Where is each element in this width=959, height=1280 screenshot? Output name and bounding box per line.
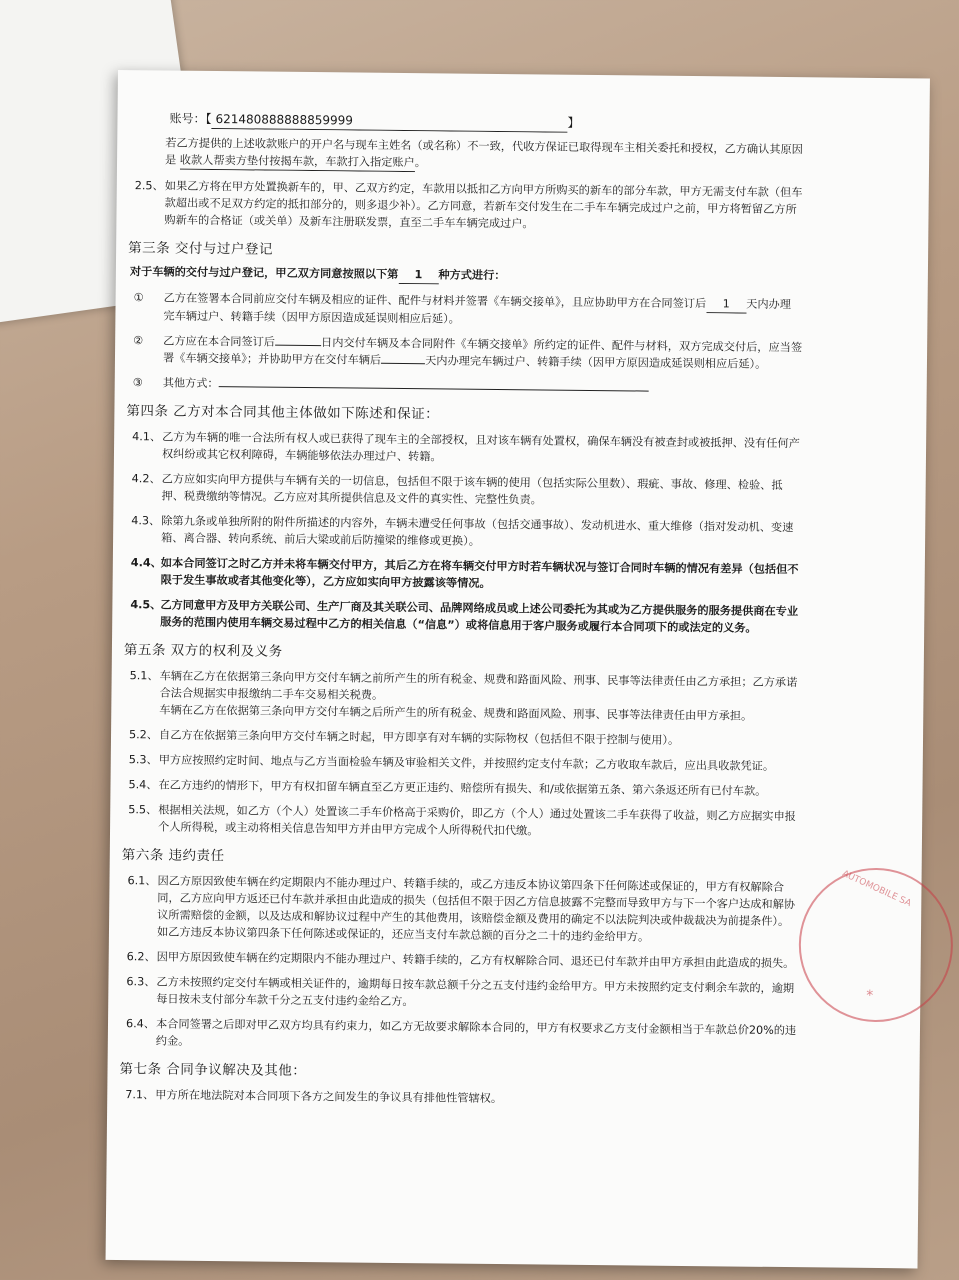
clause-number: 5.1、: [129, 669, 159, 683]
clause-line: 款超出或不足双方约定的抵扣部分的，则多退少补）。乙方同意，若新车交付发生在二手车车辆完成过户之前，甲方将暂留乙方所: [164, 196, 797, 217]
account-number: 621480888888859999: [211, 111, 567, 133]
company-seal: [798, 867, 954, 1023]
days-blank: 1: [706, 295, 746, 313]
clause-number: 5.2、: [128, 728, 159, 742]
clause-line: 购新车的合格证（或关单）及新车注册联发票，直至二手车车辆完成过户。: [164, 213, 534, 231]
account-line: [169, 111, 871, 136]
clause-line: 服务的范围内使用车辆交易过程中乙方的相关信息（“信息”）或将信息用于客户服务或履行本合同项下的或法定的义务。: [160, 615, 757, 635]
clause-5-5: [124, 801, 864, 843]
clause-line: 议所需赔偿的金额，以及达成和解协议过程中产生的其他费用，该赔偿金额及费用的确定不以法院判决或仲裁裁决为前提条件）。: [157, 908, 790, 929]
clause-2-5: [130, 177, 870, 236]
clause-line: 如果乙方将在甲方处置换新车的，甲、乙双方约定，车款用以抵扣乙方向甲方所购买的新车的部分车款，甲方无需支付车款（但车: [164, 179, 803, 200]
clause-number: 6.4、: [125, 1017, 156, 1031]
contract-body: [119, 110, 874, 1111]
clause-line: 除第九条或单独所附的附件所描述的内容外，车辆未遭受任何事故（包括交通事故）、发动机进水、重大维修（指对发动机、变速: [161, 514, 794, 535]
contract-page: [106, 70, 930, 1268]
clause-5-2: [125, 726, 865, 751]
method-2-line-2-end: 天内办理完车辆过户、转籍手续（因甲方原因造成延误则相应后延）。: [425, 354, 767, 371]
method-number-3: ③: [132, 376, 143, 390]
clause-line: 押、税费缴纳等情况。乙方应对其所提供信息及文件的真实性、完整性负责。: [161, 489, 542, 507]
intro-text-end: 种方式进行：: [438, 268, 506, 283]
clause-line: 乙方未按照约定交付车辆或相关证件的，逾期每日按车款总额千分之五支付违约金给甲方。甲方未按照约定支付剩余车款的，逾期: [156, 975, 795, 996]
account-close: 】: [567, 115, 580, 130]
clause-4-5: [126, 596, 866, 638]
clause-line: 因甲方原因致使车辆在约定期限内不能办理过户、转籍手续的，乙方有权解除合同、退还已付车款并由甲方承担由此造成的损失。: [156, 950, 795, 971]
method-number-1: ①: [133, 291, 144, 305]
clause-number: 6.2、: [126, 950, 156, 964]
clause-line: 乙方应如实向甲方提供与车辆有关的一切信息，包括但不限于该车辆的使用（包括实际公里数）、瑕疵、事故、修理、检验、抵: [161, 472, 783, 492]
clause-number: 6.1、: [127, 874, 157, 888]
clause-line: 自乙方在依据第三条向甲方交付车辆之时起，甲方即享有对车辆的实际物权（包括但不限于控制与使用）。: [158, 728, 680, 747]
seal-star: *: [866, 987, 874, 1004]
method-number: 1: [398, 266, 438, 284]
clause-4-4: [127, 554, 867, 596]
other-method-blank: [219, 386, 649, 392]
clause-line: 箱、离合器、转向系统、前后大梁或前后防撞梁的维修或更换）。: [161, 531, 480, 548]
clause-number: 5.5、: [128, 803, 158, 817]
payee-note-prefix: 是: [164, 153, 177, 167]
method-2-text-cont: 日内交付车辆及本合同附件《车辆交接单》所约定的证件、配件与材料，双方完成交付后，应当签: [320, 336, 803, 355]
clause-number: 4.4、: [130, 556, 162, 570]
clause-line: 如乙方违反本协议第四条下任何陈述或保证的，还应当支付车款总额的百分之二十的违约金给甲方。: [156, 925, 650, 944]
clause-line: 因乙方原因致使车辆在约定期限内不能办理过户、转籍手续的，或乙方违反本协议第四条下任何陈述或保证的，甲方有权解除合: [157, 874, 785, 895]
article-7-clauses: [121, 1086, 861, 1111]
article-4-title: 第四条 乙方对本合同其他主体做如下陈述和保证：: [126, 403, 440, 423]
clause-6-1: [123, 872, 864, 948]
clause-line: 乙方为车辆的唯一合法所有权人或已获得了现车主的全部授权，且对该车辆有处置权，确保车辆没有被查封或被抵押、没有任何产: [162, 430, 800, 451]
article-3-title: 第三条 交付与过户登记: [128, 240, 274, 258]
article-7-title: 第七条 合同争议解决及其他：: [119, 1061, 307, 1080]
days-blank: [275, 345, 321, 346]
clause-number: 7.1、: [125, 1088, 155, 1102]
clause-line: 同，乙方应向甲方返还已付车款并承担由此造成的损失（包括但不限于因乙方信息披露不完整而导致甲方与下一个客户达成和解协: [157, 891, 796, 912]
clause-number: 4.1、: [132, 430, 162, 444]
method-2-text: 乙方应在本合同签订后: [163, 334, 276, 349]
clause-5-1: [125, 667, 865, 726]
payee-note-suffix: 。: [414, 156, 427, 170]
clause-4-2: [127, 470, 867, 512]
clause-6-3: [122, 973, 862, 1015]
clause-line: 甲方应按照约定时间、地点与乙方当面检验车辆及审验相关文件，并按照约定支付车款；乙方收取车款后，应出具收款凭证。: [158, 753, 775, 773]
clause-5-3: [125, 751, 865, 776]
clause-number: 2.5、: [134, 179, 164, 193]
clause-line: 甲方所在地法院对本合同项下各方之间发生的争议具有排他性管辖权。: [155, 1088, 503, 1106]
method-1-text-end: 天内办理: [746, 297, 792, 312]
payee-reason: 收款人帮卖方垫付按揭车款，车款打入指定账户: [180, 152, 415, 172]
article-5-title: 第五条 双方的权利及义务: [123, 642, 283, 660]
clause-line: 根据相关法规，如乙方（个人）处置该二手车价格高于采购价，即乙方（个人）通过处置该二手车获得了收益，则乙方应据实申报: [158, 803, 796, 824]
clause-5-4: [124, 776, 864, 801]
clause-line: 每日按未支付部分车款千分之五支付违约金给乙方。: [156, 992, 414, 1009]
clause-6-2: [123, 948, 863, 973]
clause-line: 限于发生事故或者其他变化等），乙方应如实向甲方披露该等情况。: [160, 573, 491, 590]
account-label: 账号：【: [169, 111, 212, 126]
clause-4-3: [127, 512, 867, 554]
article-3-intro: [130, 263, 870, 289]
method-3: [129, 374, 869, 399]
clause-number: 5.4、: [128, 778, 158, 792]
method-2-line-2: 署《车辆交接单》；并协助甲方在交付车辆后: [162, 351, 382, 367]
method-1-line-2: 完车辆过户、转籍手续（因甲方原因造成延误则相应后延）。: [163, 309, 460, 326]
method-number-2: ②: [133, 334, 144, 348]
clause-line: 在乙方违约的情形下，甲方有权扣留车辆直至乙方更正违约、赔偿所有损失、和/或依据第五条、第六条返还所有已付车款。: [158, 778, 767, 798]
payee-note: [165, 134, 871, 176]
article-4-clauses: [126, 428, 868, 638]
clause-7-1: [121, 1086, 861, 1111]
method-1: [129, 289, 869, 332]
clause-number: 4.3、: [131, 514, 161, 528]
clause-line: 权纠纷或其它权利障碍，车辆能够依法办理过户、转籍。: [161, 447, 442, 464]
clause-line: 约金。: [155, 1034, 190, 1048]
method-1-text: 乙方在签署本合同前应交付车辆及相应的证件、配件与材料并签署《车辆交接单》，且应协助甲方在合同签订后: [163, 291, 707, 311]
clause-number: 4.5、: [130, 598, 162, 612]
clause-line: 如本合同签订之时乙方并未将车辆交付甲方，其后乙方在将车辆交付甲方时若车辆状况与签订合同时车辆的情况有差异（包括但不: [160, 556, 799, 577]
seal-text: AUTOMOBILE SA: [840, 868, 913, 910]
article-5-clauses: [124, 667, 866, 843]
method-2: [129, 332, 869, 374]
clause-number: 4.2、: [131, 472, 161, 486]
clause-6-4: [122, 1015, 862, 1057]
clause-line: 本合同签署之后即对甲乙双方均具有约束力，如乙方无故要求解除本合同的，甲方有权要求乙方支付金额相当于车款总价20%的违: [155, 1017, 797, 1038]
clause-line: 车辆在乙方在依据第三条向甲方交付车辆之前所产生的所有税金、规费和路面风险、刑事、民事等法律责任由乙方承担；乙方承诺: [159, 669, 798, 690]
clause-number: 5.3、: [128, 753, 158, 767]
payee-note-line-1: 若乙方提供的上述收款账户的开户名与现车主姓名（或名称）不一致，代收方保证已取得现车主相关委托和授权，乙方确认其原因: [165, 136, 803, 157]
clause-line: 个人所得税，或主动将相关信息告知甲方并由甲方完成个人所得税代扣代缴。: [158, 820, 539, 838]
intro-text: 对于车辆的交付与过户登记，甲乙双方同意按照以下第: [129, 265, 399, 281]
clause-line: 乙方同意甲方及甲方关联公司、生产厂商及其关联公司、品牌网络成员或上述公司委托为其或为乙方提供服务的服务提供商在专业: [160, 598, 799, 619]
article-6-title: 第六条 违约责任: [121, 847, 225, 865]
days-blank: [381, 363, 425, 364]
clause-line: 合法合规据实申报缴纳二手车交易相关税费。: [159, 686, 384, 702]
clause-number: 6.3、: [126, 975, 156, 989]
other-method-label: 其他方式：: [162, 376, 219, 391]
clause-4-1: [128, 428, 868, 470]
article-6-clauses: [122, 872, 864, 1057]
clause-line: 车辆在乙方在依据第三条向甲方交付车辆之后所产生的所有税金、规费和路面风险、刑事、民事等法律责任由甲方承担。: [159, 703, 753, 723]
